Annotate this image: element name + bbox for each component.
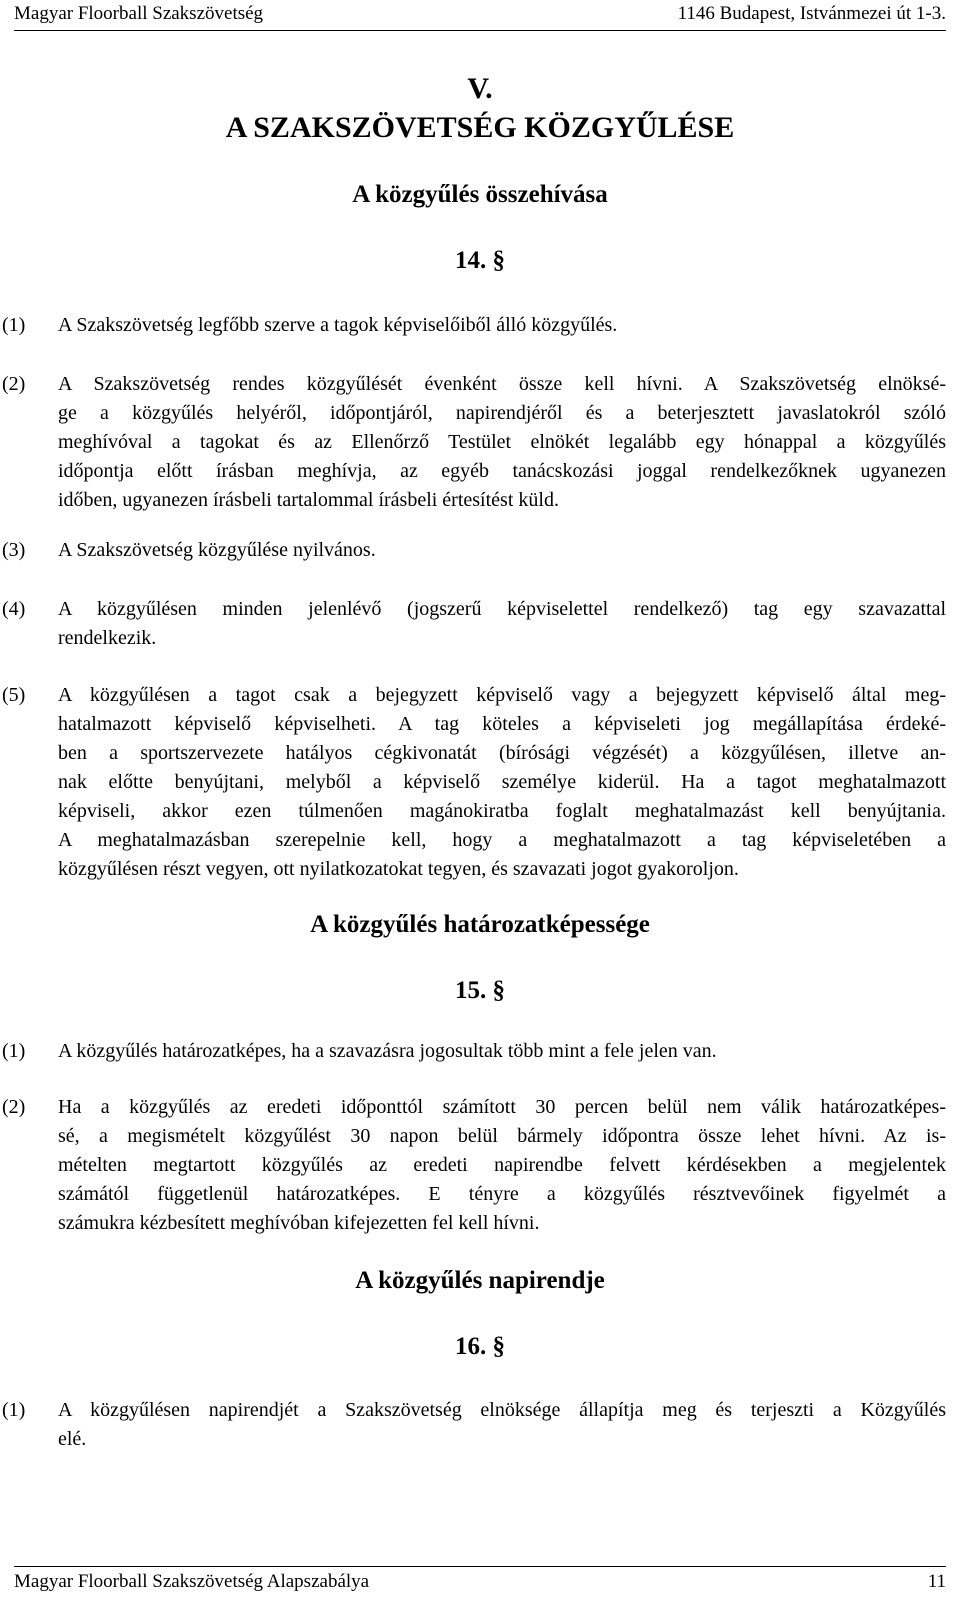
text-line: A közgyűlésen a tagot csak a bejegyzett képviselő vagy a bejegyzett képviselő által meg- — [58, 684, 946, 706]
item-number: (5) — [2, 684, 26, 706]
item-number: (4) — [2, 598, 26, 620]
text-line: számukra kézbesített meghívóban kifejezetten fel kell hívni. — [58, 1212, 540, 1234]
item-text — [58, 536, 946, 565]
text-line: közgyűlésen részt vegyen, ott nyilatkozatokat tegyen, és szavazati jogot gyakoroljon. — [58, 858, 739, 880]
text-line: időpontja előtt írásban meghívja, az egyéb tanácskozási joggal rendelkezőknek ugyanezen — [58, 460, 946, 482]
text-line: ge a közgyűlés helyéről, időpontjáról, napirendjéről és a beterjesztett javaslatokról szóló — [58, 402, 946, 424]
paragraph-sign: 16. § — [455, 1333, 505, 1360]
item-text — [58, 1037, 946, 1066]
section-title: A közgyűlés összehívása — [352, 181, 608, 208]
page-footer — [14, 1566, 946, 1598]
footer-document-title: Magyar Floorball Szakszövetség Alapszabálya — [14, 1571, 370, 1592]
item-text — [58, 1396, 946, 1454]
text-line: A Szakszövetség közgyűlése nyilvános. — [58, 539, 376, 561]
item-number: (2) — [2, 373, 26, 395]
text-line: hatalmazott képviselő képviselheti. A tag köteles a képviseleti jog megállapítása érdeké- — [58, 713, 946, 735]
text-line: rendelkezik. — [58, 627, 157, 649]
item-text — [58, 311, 946, 340]
item-text — [58, 1093, 946, 1238]
item-number: (1) — [2, 1399, 26, 1421]
text-line: nak előtte benyújtani, melyből a képviselő személye kiderül. Ha a tagot meghatalmazott — [58, 771, 946, 793]
text-line: A közgyűlésen napirendjét a Szakszövetség elnöksége állapítja meg és terjeszti a Közgyűlés — [58, 1399, 946, 1421]
section-title: A közgyűlés határozatképessége — [310, 911, 650, 938]
text-line: számától függetlenül határozatképes. E tényre a közgyűlés résztvevőinek figyelmét a — [58, 1183, 946, 1205]
page-header — [14, 0, 946, 31]
item-text — [58, 370, 946, 515]
chapter-title: A SZAKSZÖVETSÉG KÖZGYŰLÉSE — [225, 111, 735, 144]
paragraph-sign: 15. § — [455, 977, 505, 1004]
text-line: elé. — [58, 1428, 87, 1450]
text-line: sé, a megismételt közgyűlést 30 napon belül bármely időpontra össze lehet hívni. Az is- — [58, 1125, 946, 1147]
text-line: A meghatalmazásban szerepelnie kell, hogy a meghatalmazott a tag képviseletében a — [58, 829, 946, 851]
header-organization: Magyar Floorball Szakszövetség — [14, 3, 264, 24]
paragraph-sign: 14. § — [455, 247, 505, 274]
item-number: (2) — [2, 1096, 26, 1118]
text-line: A Szakszövetség rendes közgyűlését évenként össze kell hívni. A Szakszövetség elnöksé- — [58, 373, 946, 395]
item-text — [58, 681, 946, 884]
item-text — [58, 595, 946, 653]
text-line: A Szakszövetség legfőbb szerve a tagok képviselőiből álló közgyűlés. — [58, 314, 618, 336]
chapter-number: V. — [467, 72, 493, 105]
item-number: (1) — [2, 1040, 26, 1062]
item-number: (1) — [2, 314, 26, 336]
page-number: 11 — [927, 1571, 946, 1592]
item-number: (3) — [2, 539, 26, 561]
section-title: A közgyűlés napirendje — [355, 1267, 605, 1294]
text-line: A közgyűlés határozatképes, ha a szavazásra jogosultak több mint a fele jelen van. — [58, 1040, 717, 1062]
text-line: ben a sportszervezete hatályos cégkivonatát (bírósági végzését) a közgyűlésen, illetve an- — [58, 742, 946, 764]
text-line: mételten megtartott közgyűlés az eredeti napirendbe felvett kérdésekben a megjelentek — [58, 1154, 946, 1176]
header-address: 1146 Budapest, Istvánmezei út 1-3. — [677, 3, 946, 24]
text-line: A közgyűlésen minden jelenlévő (jogszerű képviselettel rendelkező) tag egy szavazattal — [58, 598, 946, 620]
text-line: meghívóval a tagokat és az Ellenőrző Testület elnökét legalább egy hónappal a közgyűlés — [58, 431, 946, 453]
text-line: időben, ugyanezen írásbeli tartalommal írásbeli értesítést küld. — [58, 489, 559, 511]
text-line: képviseli, akkor ezen túlmenően magánokiratba foglalt meghatalmazást kell benyújtania. — [58, 800, 946, 822]
text-line: Ha a közgyűlés az eredeti időponttól számított 30 percen belül nem válik határozatképes- — [58, 1096, 946, 1118]
